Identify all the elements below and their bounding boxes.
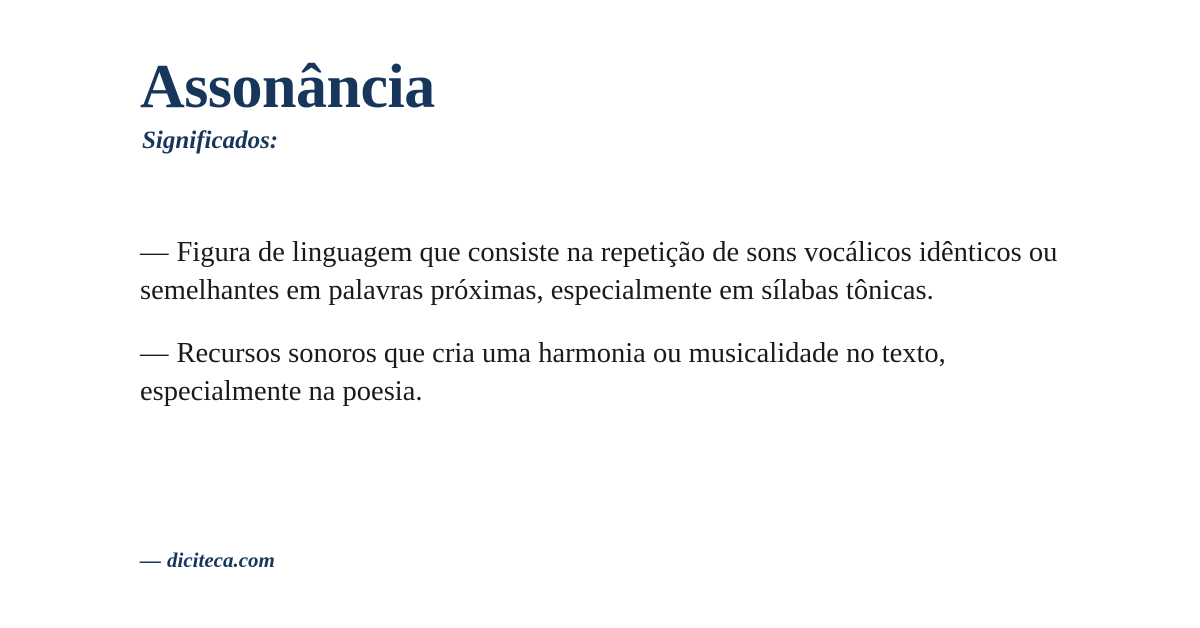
source-dash-icon: — [140, 548, 161, 572]
definitions-list [140, 234, 1060, 410]
page-title: Assonância [140, 53, 435, 121]
bullet-dash-icon: — [140, 338, 169, 370]
bullet-dash-icon: — [140, 237, 169, 269]
meanings-label: Significados: [142, 127, 279, 155]
definition-text: Recursos sonoros que cria uma harmonia ou musicalidade no texto, especialmente na poesia. [140, 338, 946, 407]
source-name: diciteca.com [167, 548, 275, 572]
source-attribution [140, 548, 275, 573]
definition-item [140, 335, 1060, 410]
definition-item [140, 234, 1060, 309]
definition-text: Figura de linguagem que consiste na repetição de sons vocálicos idênticos ou semelhantes em palavras próximas, especialmente em sílabas tônicas. [140, 237, 1058, 306]
